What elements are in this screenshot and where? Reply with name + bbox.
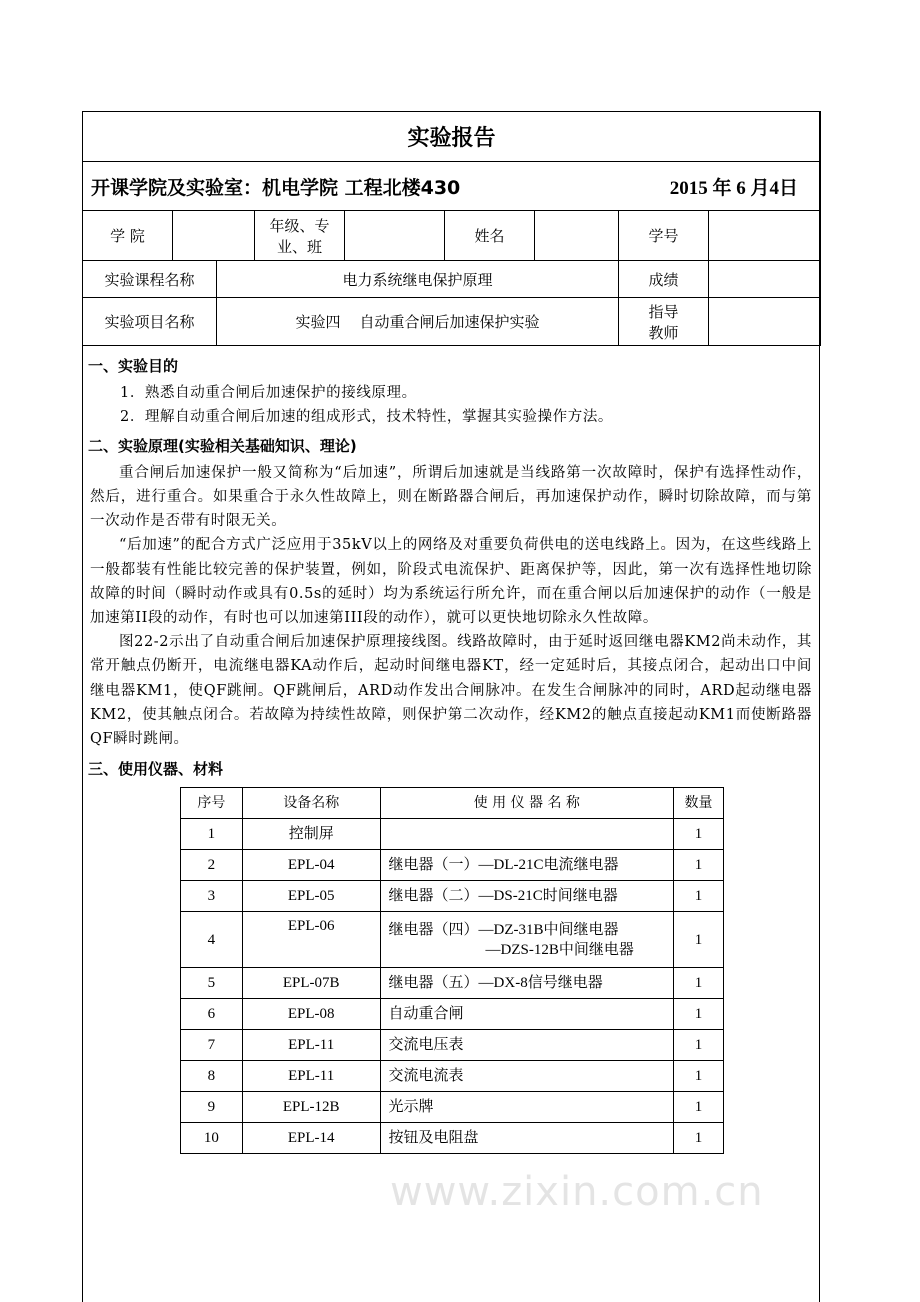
table-row bbox=[181, 1123, 724, 1154]
objective-item: 1．熟悉自动重合闸后加速保护的接线原理。 bbox=[120, 385, 417, 402]
cell-no: 10 bbox=[181, 1123, 243, 1154]
college-label: 学 院 bbox=[83, 211, 173, 261]
cell-no: 6 bbox=[181, 999, 243, 1030]
cell-qty: 1 bbox=[674, 912, 724, 968]
cell-qty: 1 bbox=[674, 1123, 724, 1154]
column-header: 设备名称 bbox=[242, 788, 380, 819]
principle-paragraph: “后加速”的配合方式广泛应用于35kV以上的网络及对重要负荷供电的送电线路上。因为，在这些线路上一般都装有性能比较完善的保护装置，例如，阶段式电流保护、距离保护等，因此，第一次有选择性地切除故障的时间（瞬时动作或具有0.5s的延时）均为系统运行所允许，而在重合闸以后加速保护的动作（一般是加速第II段的动作，有时也可以加速第III段的动作），就可以更快地切除永久性故障。 bbox=[90, 537, 812, 627]
cell-no: 2 bbox=[181, 850, 243, 881]
report-date: 2015 年 6 月4日 bbox=[669, 177, 798, 199]
score-value[interactable] bbox=[709, 261, 821, 298]
section-objective-title: 一、实验目的 bbox=[88, 357, 179, 375]
instrument-name: 继电器（二）—DS-21C时间继电器 bbox=[388, 888, 618, 905]
cell-model: EPL-11 bbox=[242, 1030, 380, 1061]
instrument-name: 继电器（四）—DZ-31B中间继电器 bbox=[388, 921, 619, 938]
cell-model: EPL-07B bbox=[242, 968, 380, 999]
instrument-name: 光示牌 bbox=[388, 1099, 434, 1116]
instrument-name-2: —DZS-12B中间继电器 bbox=[485, 941, 634, 958]
instrument-name: 按钮及电阻盘 bbox=[388, 1130, 479, 1147]
cell-qty: 1 bbox=[674, 881, 724, 912]
column-header: 序号 bbox=[181, 788, 243, 819]
table-header-row bbox=[181, 788, 724, 819]
cell-qty: 1 bbox=[674, 1061, 724, 1092]
cell-model: EPL-04 bbox=[242, 850, 380, 881]
instrument-name: 交流电流表 bbox=[388, 1068, 464, 1085]
report-header-table bbox=[82, 111, 821, 346]
cell-qty: 1 bbox=[674, 968, 724, 999]
cell-qty: 1 bbox=[674, 850, 724, 881]
cell-name bbox=[380, 819, 674, 850]
table-row bbox=[181, 819, 724, 850]
equipment-table bbox=[180, 787, 724, 1154]
section-equipment-title: 三、使用仪器、材料 bbox=[88, 760, 224, 779]
instrument-name: 交流电压表 bbox=[388, 1037, 464, 1054]
table-row bbox=[181, 912, 724, 968]
table-row bbox=[181, 850, 724, 881]
cell-no: 7 bbox=[181, 1030, 243, 1061]
student-id-label: 学号 bbox=[619, 211, 709, 261]
college-value[interactable] bbox=[173, 211, 255, 261]
grade-value[interactable] bbox=[345, 211, 445, 261]
teacher-label: 指导 教师 bbox=[619, 298, 709, 346]
name-value[interactable] bbox=[535, 211, 619, 261]
cell-name bbox=[380, 850, 674, 881]
project-value: 实验四 自动重合闸后加速保护实验 bbox=[217, 298, 619, 346]
cell-no: 5 bbox=[181, 968, 243, 999]
watermark: www.zixin.com.cn bbox=[390, 1169, 764, 1216]
principle-paragraph: 图22-2示出了自动重合闸后加速保护原理接线图。线路故障时，由于延时返回继电器KM2尚未动作，其常开触点仍断开，电流继电器KA动作后，起动时间继电器KT，经一定延时后，其接点闭合，起动出口中间继电器KM1，使QF跳闸。QF跳闸后，ARD动作发出合闸脉冲。在发生合闸脉冲的同时，ARD起动继电器KM2，使其触点闭合。若故障为持续性故障，则保护第二次动作，经KM2的触点直接起动KM1而使断路器QF瞬时跳闸。 bbox=[90, 634, 812, 748]
cell-model: 控制屏 bbox=[242, 819, 380, 850]
project-label: 实验项目名称 bbox=[83, 298, 217, 346]
cell-qty: 1 bbox=[674, 819, 724, 850]
cell-name bbox=[380, 1123, 674, 1154]
cell-name bbox=[380, 1061, 674, 1092]
grade-label: 年级、专 业、班 bbox=[255, 211, 345, 261]
course-value: 电力系统继电保护原理 bbox=[217, 261, 619, 298]
cell-name bbox=[380, 912, 674, 968]
report-title: 实验报告 bbox=[83, 112, 821, 162]
cell-model: EPL-12B bbox=[242, 1092, 380, 1123]
column-header: 使 用 仪 器 名 称 bbox=[380, 788, 674, 819]
student-id-value[interactable] bbox=[709, 211, 821, 261]
cell-model: EPL-08 bbox=[242, 999, 380, 1030]
institute: 开课学院及实验室：机电学院 工程北楼430 bbox=[91, 176, 461, 199]
name-label: 姓名 bbox=[445, 211, 535, 261]
instrument-name: 继电器（五）—DX-8信号继电器 bbox=[388, 975, 603, 992]
column-header: 数量 bbox=[674, 788, 724, 819]
section-principle-title: 二、实验原理(实验相关基础知识、理论) bbox=[88, 436, 357, 455]
cell-qty: 1 bbox=[674, 999, 724, 1030]
table-row bbox=[181, 1061, 724, 1092]
instrument-name: 自动重合闸 bbox=[388, 1006, 464, 1023]
course-label: 实验课程名称 bbox=[83, 261, 217, 298]
cell-model: EPL-14 bbox=[242, 1123, 380, 1154]
cell-model: EPL-11 bbox=[242, 1061, 380, 1092]
cell-qty: 1 bbox=[674, 1092, 724, 1123]
cell-qty: 1 bbox=[674, 1030, 724, 1061]
principle-paragraph: 重合闸后加速保护一般又简称为“后加速”，所谓后加速就是当线路第一次故障时，保护有选择性动作，然后，进行重合。如果重合于永久性故障上，则在断路器合闸后，再加速保护动作，瞬时切除故障，而与第一次动作是否带有时限无关。 bbox=[90, 464, 812, 530]
table-row bbox=[181, 1092, 724, 1123]
cell-no: 8 bbox=[181, 1061, 243, 1092]
table-row bbox=[181, 881, 724, 912]
cell-model: EPL-06 bbox=[242, 912, 380, 968]
cell-name bbox=[380, 881, 674, 912]
cell-name bbox=[380, 1030, 674, 1061]
cell-no: 4 bbox=[181, 912, 243, 968]
cell-model: EPL-05 bbox=[242, 881, 380, 912]
cell-no: 9 bbox=[181, 1092, 243, 1123]
teacher-value[interactable] bbox=[709, 298, 821, 346]
cell-no: 1 bbox=[181, 819, 243, 850]
table-row bbox=[181, 1030, 724, 1061]
table-row bbox=[181, 999, 724, 1030]
cell-name bbox=[380, 999, 674, 1030]
instrument-name: 继电器（一）—DL-21C电流继电器 bbox=[388, 857, 619, 874]
objective-item: 2．理解自动重合闸后加速的组成形式，技术特性，掌握其实验操作方法。 bbox=[120, 409, 614, 426]
institute-line bbox=[83, 162, 821, 211]
cell-name bbox=[380, 968, 674, 999]
table-row bbox=[181, 968, 724, 999]
report-body bbox=[90, 352, 812, 1216]
score-label: 成绩 bbox=[619, 261, 709, 298]
cell-name bbox=[380, 1092, 674, 1123]
cell-no: 3 bbox=[181, 881, 243, 912]
